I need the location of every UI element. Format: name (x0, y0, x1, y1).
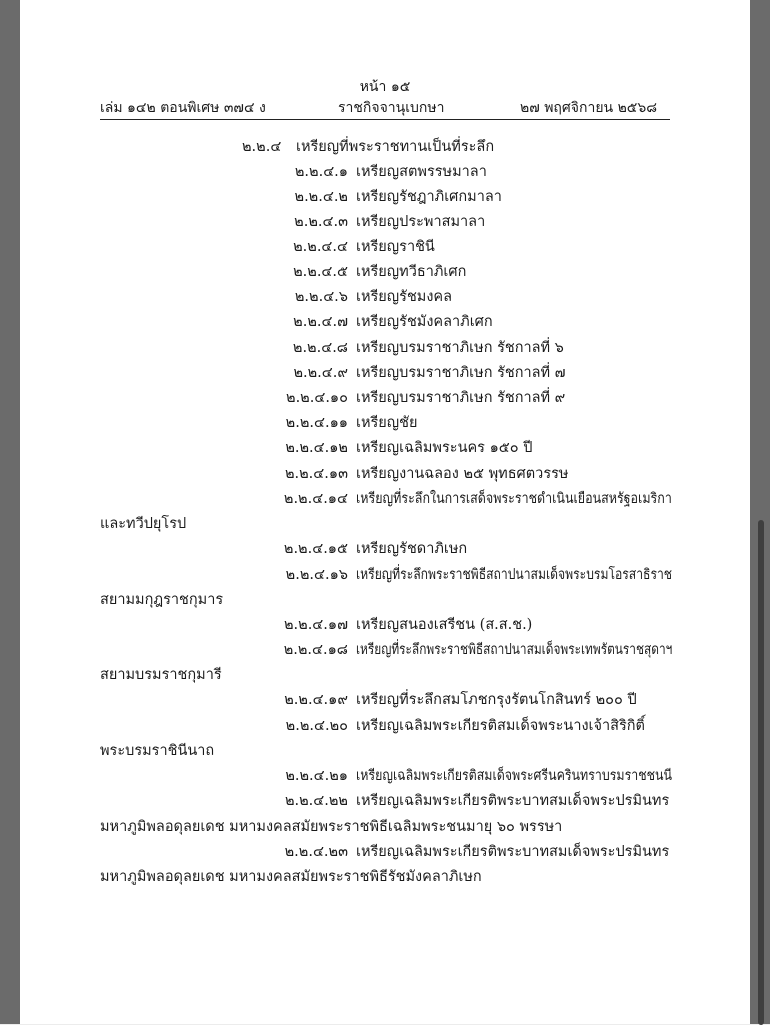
item-text: เหรียญที่ระลึกสมโภชกรุงรัตนโกสินทร์ ๒๐๐ ปี (356, 692, 637, 708)
item-continuation: มหาภูมิพลอดุลยเดช มหามงคลสมัยพระราชพิธีรัชมังคลาภิเษก (100, 869, 482, 885)
item-text: เหรียญรัชมงคล (356, 289, 453, 305)
item-text: เหรียญรัชมังคลาภิเศก (356, 314, 493, 330)
item-number: ๒.๒.๔.๕ (293, 264, 348, 280)
item-number: ๒.๒.๔.๓ (294, 214, 348, 230)
item-text: เหรียญเฉลิมพระเกียรติสมเด็จพระนางเจ้าสิริกิติ์ (356, 718, 645, 734)
item-number: ๒.๒.๔.๗ (293, 314, 348, 330)
item-number: ๒.๒.๔.๑๖ (285, 567, 348, 583)
viewer-right-margin (750, 0, 770, 1024)
item-text: เหรียญชัย (356, 415, 418, 431)
item-continuation: และทวีปยุโรป (100, 516, 187, 532)
item-text: เหรียญบรมราชาภิเษก รัชกาลที่ ๗ (356, 365, 566, 381)
item-number: ๒.๒.๔.๒๐ (285, 718, 348, 734)
viewer-left-margin (0, 0, 20, 1024)
gazette-volume: เล่ม ๑๔๒ ตอนพิเศษ ๓๗๔ ง (100, 100, 266, 116)
item-number: ๒.๒.๔.๒๓ (284, 844, 348, 860)
item-text: เหรียญเฉลิมพระเกียรติสมเด็จพระศรีนครินทราบรมราชชนนี (356, 768, 673, 784)
item-text: เหรียญประพาสมาลา (356, 214, 486, 230)
item-text: เหรียญทวีธาภิเศก (356, 264, 467, 280)
item-number: ๒.๒.๔.๑๓ (284, 466, 348, 482)
item-number: ๒.๒.๔.๙ (293, 365, 348, 381)
item-text: เหรียญสตพรรษมาลา (356, 164, 487, 180)
item-number: ๒.๒.๔.๑๕ (283, 541, 348, 557)
scrollbar-thumb[interactable] (758, 520, 764, 1025)
item-text: เหรียญเฉลิมพระนคร ๑๕๐ ปี (356, 440, 533, 456)
item-text: เหรียญงานฉลอง ๒๕ พุทธศตวรรษ (356, 466, 569, 482)
item-number: ๒.๒.๔.๖ (294, 289, 348, 305)
item-number: ๒.๒.๔.๑๘ (283, 642, 348, 658)
item-number: ๒.๒.๔.๑๔ (283, 491, 348, 507)
item-number: ๒.๒.๔.๑๒ (285, 440, 348, 456)
item-text: เหรียญที่ระลึกพระราชพิธีสถาปนาสมเด็จพระเทพรัตนราชสุดาฯ (356, 642, 673, 658)
item-number: ๒.๒.๔.๑๗ (283, 617, 348, 633)
item-text: เหรียญราชินี (356, 239, 435, 255)
gazette-title: ราชกิจจานุเบกษา (338, 100, 445, 116)
item-number: ๒.๒.๔.๑ (294, 164, 348, 180)
item-number: ๒.๒.๔.๑๐ (286, 390, 348, 406)
header-rule (100, 119, 670, 120)
item-number: ๒.๒.๔.๒ (294, 189, 348, 205)
item-text: เหรียญรัชฎาภิเศกมาลา (356, 189, 502, 205)
item-number: ๒.๒.๔.๒๒ (284, 793, 348, 809)
item-text: เหรียญสนองเสรีชน (ส.ส.ช.) (356, 617, 533, 633)
item-number: ๒.๒.๔.๒๑ (285, 768, 348, 784)
item-text: เหรียญบรมราชาภิเษก รัชกาลที่ ๙ (356, 390, 566, 406)
item-text: เหรียญที่ระลึกพระราชพิธีสถาปนาสมเด็จพระบรมโอรสาธิราช (356, 567, 673, 583)
gazette-date: ๒๗ พฤศจิกายน ๒๕๖๘ (520, 100, 658, 116)
document-page (20, 0, 750, 1024)
section-number: ๒.๒.๔ (242, 139, 282, 155)
item-text: เหรียญเฉลิมพระเกียรติพระบาทสมเด็จพระปรมินทร (356, 793, 670, 809)
item-text: เหรียญรัชดาภิเษก (356, 541, 468, 557)
item-continuation: สยามมกุฎราชกุมาร (100, 592, 224, 608)
item-text: เหรียญที่ระลึกในการเสด็จพระราชดำเนินเยือนสหรัฐอเมริกา (356, 491, 672, 507)
item-number: ๒.๒.๔.๘ (292, 340, 348, 356)
item-continuation: สยามบรมราชกุมารี (100, 667, 222, 683)
item-text: เหรียญบรมราชาภิเษก รัชกาลที่ ๖ (356, 340, 564, 356)
page-number: หน้า ๑๕ (359, 79, 411, 95)
item-number: ๒.๒.๔.๑๑ (285, 415, 348, 431)
item-continuation: มหาภูมิพลอดุลยเดช มหามงคลสมัยพระราชพิธีเฉลิมพระชนมายุ ๖๐ พรรษา (100, 819, 563, 835)
item-number: ๒.๒.๔.๔ (293, 239, 348, 255)
item-text: เหรียญเฉลิมพระเกียรติพระบาทสมเด็จพระปรมินทร (356, 844, 670, 860)
section-title: เหรียญที่พระราชทานเป็นที่ระลึก (296, 139, 495, 155)
item-number: ๒.๒.๔.๑๙ (284, 692, 348, 708)
item-continuation: พระบรมราชินีนาถ (100, 743, 215, 759)
